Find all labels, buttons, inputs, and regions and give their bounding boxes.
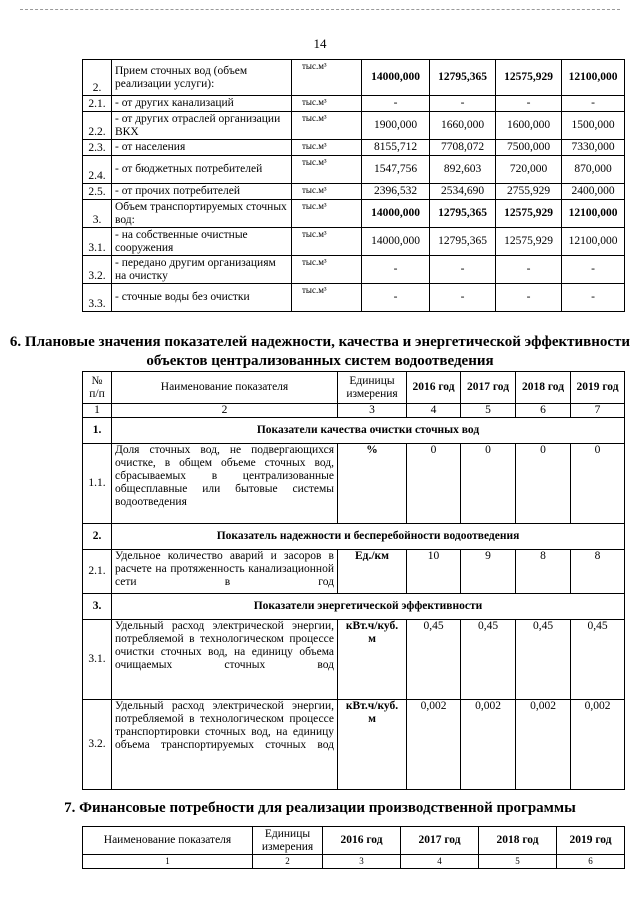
row-num: 3. <box>83 200 112 228</box>
row-value: 8155,712 <box>362 140 430 156</box>
row-value: 9 <box>461 550 516 594</box>
row-unit: тыс.м³ <box>292 184 362 200</box>
header-name: Наименование показателя <box>83 827 253 855</box>
row-value: 7708,072 <box>430 140 496 156</box>
row-value: 1500,000 <box>562 112 625 140</box>
row-name: - на собственные очистные сооружения <box>112 228 292 256</box>
volume-row <box>83 228 625 256</box>
header-year: 2019 год <box>571 372 625 404</box>
row-unit: тыс.м³ <box>292 256 362 284</box>
group-title: Показатели энергетической эффективности <box>112 594 625 620</box>
volume-row <box>83 184 625 200</box>
row-value: 2400,000 <box>562 184 625 200</box>
volume-row <box>83 200 625 228</box>
index-row <box>83 404 625 418</box>
row-name: Удельное количество аварий и засоров в расчете на протяженность канализационной сети в год <box>112 550 338 594</box>
row-value: 12575,929 <box>496 228 562 256</box>
row-value: 720,000 <box>496 156 562 184</box>
volume-row <box>83 140 625 156</box>
row-value: 870,000 <box>562 156 625 184</box>
row-value: 12575,929 <box>496 200 562 228</box>
row-num: 2.2. <box>83 112 112 140</box>
section-7-title: 7. Финансовые потребности для реализации производственной программы <box>64 800 576 816</box>
group-title: Показатель надежности и бесперебойности водоотведения <box>112 524 625 550</box>
row-num: 3.1. <box>83 228 112 256</box>
header-row <box>83 372 625 404</box>
row-name: Доля сточных вод, не подвергающихся очистке, в общем объеме сточных вод, сбрасываемых в централизованные общесплавные или бытовые системы водоотведения <box>112 444 338 524</box>
row-name: - от населения <box>112 140 292 156</box>
header-year: 2017 год <box>461 372 516 404</box>
indicator-row <box>83 550 625 594</box>
row-num: 3.1. <box>83 620 112 700</box>
row-value: - <box>430 96 496 112</box>
header-unit: Единицы измерения <box>338 372 407 404</box>
row-value: 0 <box>407 444 461 524</box>
row-value: 12575,929 <box>496 60 562 96</box>
row-unit: тыс.м³ <box>292 228 362 256</box>
index-cell: 2 <box>253 855 323 869</box>
row-value: 0,002 <box>407 700 461 790</box>
row-value: - <box>362 256 430 284</box>
index-cell: 4 <box>401 855 479 869</box>
row-unit: кВт.ч/куб. м <box>338 700 407 790</box>
index-cell: 6 <box>557 855 625 869</box>
page-number: 14 <box>313 36 327 51</box>
row-value: 14000,000 <box>362 60 430 96</box>
group-num: 1. <box>83 418 112 444</box>
row-value: 0,45 <box>571 620 625 700</box>
row-unit: тыс.м³ <box>292 96 362 112</box>
row-value: 0,002 <box>461 700 516 790</box>
row-value: - <box>496 256 562 284</box>
index-cell: 1 <box>83 855 253 869</box>
row-unit: тыс.м³ <box>292 284 362 312</box>
group-num: 3. <box>83 594 112 620</box>
volume-row <box>83 256 625 284</box>
row-value: - <box>362 284 430 312</box>
row-value: - <box>362 96 430 112</box>
row-num: 2.4. <box>83 156 112 184</box>
header-row <box>83 827 625 855</box>
volume-row <box>83 284 625 312</box>
row-unit: тыс.м³ <box>292 200 362 228</box>
row-value: 8 <box>571 550 625 594</box>
group-num: 2. <box>83 524 112 550</box>
indicator-row <box>83 700 625 790</box>
row-name: - от бюджетных потребителей <box>112 156 292 184</box>
index-cell: 5 <box>479 855 557 869</box>
volume-row <box>83 156 625 184</box>
row-value: 1547,756 <box>362 156 430 184</box>
row-name: Удельный расход электрической энергии, потребляемой в технологическом процессе транспортировки сточных вод, на единицу объема транспортируемых сточных вод <box>112 700 338 790</box>
row-num: 2. <box>83 60 112 96</box>
production-volume-table <box>82 59 625 312</box>
row-num: 2.5. <box>83 184 112 200</box>
header-year: 2017 год <box>401 827 479 855</box>
row-value: - <box>430 256 496 284</box>
row-name: - от прочих потребителей <box>112 184 292 200</box>
indicator-row <box>83 620 625 700</box>
index-cell: 7 <box>571 404 625 418</box>
index-cell: 4 <box>407 404 461 418</box>
row-num: 2.3. <box>83 140 112 156</box>
row-value: - <box>496 96 562 112</box>
row-value: - <box>430 284 496 312</box>
header-num: № п/п <box>83 372 112 404</box>
row-unit: тыс.м³ <box>292 156 362 184</box>
row-value: 8 <box>516 550 571 594</box>
row-value: 7500,000 <box>496 140 562 156</box>
row-value: 12795,365 <box>430 200 496 228</box>
row-unit: кВт.ч/куб. м <box>338 620 407 700</box>
row-value: 0 <box>461 444 516 524</box>
row-value: 0 <box>571 444 625 524</box>
row-num: 3.2. <box>83 256 112 284</box>
index-cell: 1 <box>83 404 112 418</box>
row-unit: тыс.м³ <box>292 112 362 140</box>
header-year: 2018 год <box>479 827 557 855</box>
row-unit: тыс.м³ <box>292 140 362 156</box>
row-name: Объем транспортируемых сточных вод: <box>112 200 292 228</box>
row-value: 0,45 <box>407 620 461 700</box>
header-year: 2018 год <box>516 372 571 404</box>
scan-edge-line <box>20 9 620 10</box>
row-value: - <box>562 284 625 312</box>
row-name: Прием сточных вод (объем реализации услуги): <box>112 60 292 96</box>
row-value: 0,002 <box>571 700 625 790</box>
row-value: 12100,000 <box>562 228 625 256</box>
financial-needs-table <box>82 826 625 869</box>
row-value: 2534,690 <box>430 184 496 200</box>
row-value: 1900,000 <box>362 112 430 140</box>
header-unit: Единицы измерения <box>253 827 323 855</box>
index-cell: 6 <box>516 404 571 418</box>
row-num: 3.3. <box>83 284 112 312</box>
section-6-title: 6. Плановые значения показателей надежности, качества и энергетической эффективности объектов централизованных систем водоотведения <box>9 334 631 369</box>
row-value: 0,002 <box>516 700 571 790</box>
row-num: 1.1. <box>83 444 112 524</box>
row-num: 3.2. <box>83 700 112 790</box>
row-name: - от других канализаций <box>112 96 292 112</box>
row-num: 2.1. <box>83 96 112 112</box>
row-value: - <box>562 96 625 112</box>
row-unit: Ед./км <box>338 550 407 594</box>
row-value: 14000,000 <box>362 200 430 228</box>
row-num: 2.1. <box>83 550 112 594</box>
row-value: 0,45 <box>516 620 571 700</box>
row-value: 7330,000 <box>562 140 625 156</box>
header-year: 2016 год <box>323 827 401 855</box>
volume-row <box>83 96 625 112</box>
indicators-table <box>82 371 625 790</box>
row-value: - <box>496 284 562 312</box>
volume-row <box>83 60 625 96</box>
row-value: 1600,000 <box>496 112 562 140</box>
row-unit: % <box>338 444 407 524</box>
row-value: 12795,365 <box>430 60 496 96</box>
group-row <box>83 418 625 444</box>
index-cell: 5 <box>461 404 516 418</box>
row-name: - сточные воды без очистки <box>112 284 292 312</box>
index-cell: 3 <box>323 855 401 869</box>
row-value: 14000,000 <box>362 228 430 256</box>
row-value: 1660,000 <box>430 112 496 140</box>
row-name: - передано другим организациям на очистку <box>112 256 292 284</box>
index-row <box>83 855 625 869</box>
row-value: 2396,532 <box>362 184 430 200</box>
row-value: 12100,000 <box>562 60 625 96</box>
row-name: - от других отраслей организации ВКХ <box>112 112 292 140</box>
row-value: 0 <box>516 444 571 524</box>
index-cell: 2 <box>112 404 338 418</box>
row-value: 12795,365 <box>430 228 496 256</box>
row-value: 892,603 <box>430 156 496 184</box>
group-row <box>83 594 625 620</box>
row-value: 0,45 <box>461 620 516 700</box>
header-year: 2019 год <box>557 827 625 855</box>
row-value: 2755,929 <box>496 184 562 200</box>
row-value: 12100,000 <box>562 200 625 228</box>
group-title: Показатели качества очистки сточных вод <box>112 418 625 444</box>
indicator-row <box>83 444 625 524</box>
row-value: 10 <box>407 550 461 594</box>
header-name: Наименование показателя <box>112 372 338 404</box>
row-unit: тыс.м³ <box>292 60 362 96</box>
group-row <box>83 524 625 550</box>
volume-row <box>83 112 625 140</box>
row-name: Удельный расход электрической энергии, потребляемой в технологическом процессе очистки сточных вод, на единицу объема очищаемых сточных вод <box>112 620 338 700</box>
row-value: - <box>562 256 625 284</box>
header-year: 2016 год <box>407 372 461 404</box>
index-cell: 3 <box>338 404 407 418</box>
